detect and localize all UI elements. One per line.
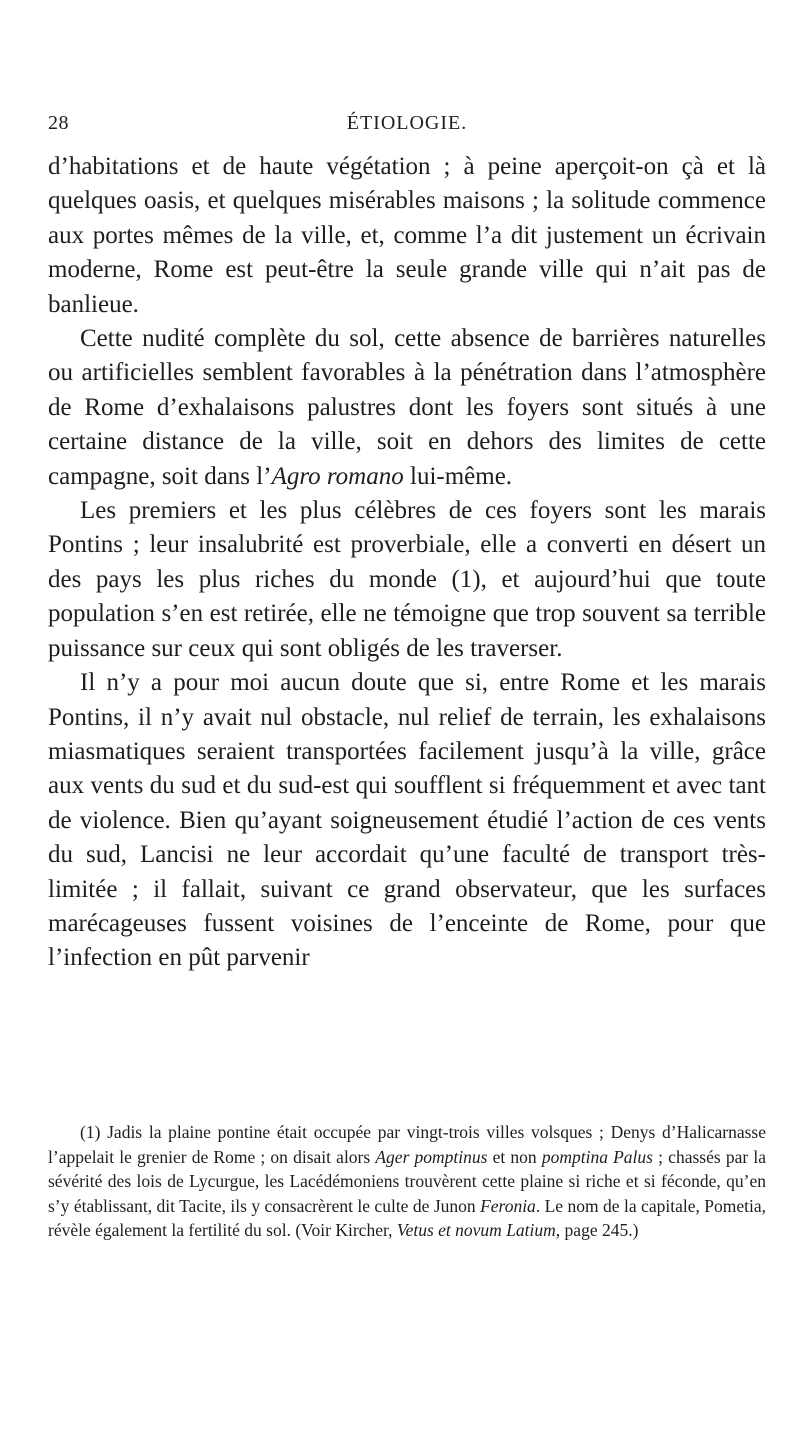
text-run: . Le nom de la capitale, Pometia, révèle également la fertilité du sol. (Voir Kircher, bbox=[48, 1195, 766, 1241]
running-title: ÉTIOLOGIE. bbox=[346, 112, 468, 134]
body-text bbox=[48, 150, 766, 976]
paragraph-4 bbox=[48, 666, 766, 976]
footnote bbox=[48, 1120, 766, 1243]
paragraph-1 bbox=[48, 150, 766, 322]
text-run: (1) Jadis la plaine pontine était occupée par vingt-trois villes volsques ; Denys d’Halicarnasse l’appelait le grenier de Rome ; on disait alors bbox=[48, 1122, 766, 1167]
italic-run: Ager pomptinus bbox=[375, 1146, 488, 1167]
italic-run: Agro romano bbox=[271, 462, 404, 490]
text-run: Cette nudité complète du sol, cette absence de barrières naturelles ou artificielles semblent favorables à la pénétration dans l’atmosphère de Rome d’exhalaisons palustres dont les foyers sont situés à une certaine distance de la ville, soit en dehors des limites de cette campagne, soit dans l’ bbox=[48, 325, 766, 490]
page-number: 28 bbox=[48, 112, 69, 134]
italic-run: Feronia bbox=[480, 1195, 536, 1216]
text-run: Les premiers et les plus célèbres de ces foyers sont les marais Pontins ; leur insalubrité est proverbiale, elle a converti en désert un des pays les plus riches du monde (1), et aujourd’hui que toute population s’en est retirée, elle ne témoigne que trop souvent sa terrible puissance sur ceux qui sont obligés de les traverser. bbox=[48, 497, 766, 662]
text-run: et non bbox=[487, 1146, 542, 1167]
text-run: , page 245.) bbox=[555, 1220, 639, 1241]
footnote-paragraph bbox=[48, 1120, 766, 1243]
paragraph-3 bbox=[48, 494, 766, 666]
text-run: d’habitations et de haute végétation ; à peine aperçoit-on çà et là quelques oasis, et quelques misérables maisons ; la solitude commence aux portes mêmes de la ville, et, comme l’a dit justement un écrivain moderne, Rome est peut-être la seule grande ville qui n’ait pas de banlieue. bbox=[48, 153, 766, 318]
paragraph-2 bbox=[48, 322, 766, 494]
running-head bbox=[48, 112, 766, 142]
text-run: Il n’y a pour moi aucun doute que si, entre Rome et les marais Pontins, il n’y avait nul obstacle, nul relief de terrain, les exhalaisons miasmatiques seraient transportées facilement jusqu’à la ville, grâce aux vents du sud et du sud-est qui soufflent si fréquemment et avec tant de violence. Bien qu’ayant soigneusement étudié l’action de ces vents du sud, Lancisi ne leur accordait qu’une faculté de transport très-limitée ; il fallait, suivant ce grand observateur, que les surfaces marécageuses fussent voisines de l’enceinte de Rome, pour que l’infection en pût parvenir bbox=[48, 669, 766, 972]
text-run: ; chassés par la sévérité des lois de Lycurgue, les Lacédémoniens trouvèrent cette plaine si riche et si féconde, qu’en s’y établissant, dit Tacite, ils y consacrèrent le culte de Junon bbox=[48, 1146, 766, 1216]
text-run: lui-même. bbox=[403, 462, 513, 490]
italic-run: pomptina Palus bbox=[541, 1146, 653, 1167]
italic-run: Vetus et novum Latium bbox=[396, 1220, 556, 1241]
